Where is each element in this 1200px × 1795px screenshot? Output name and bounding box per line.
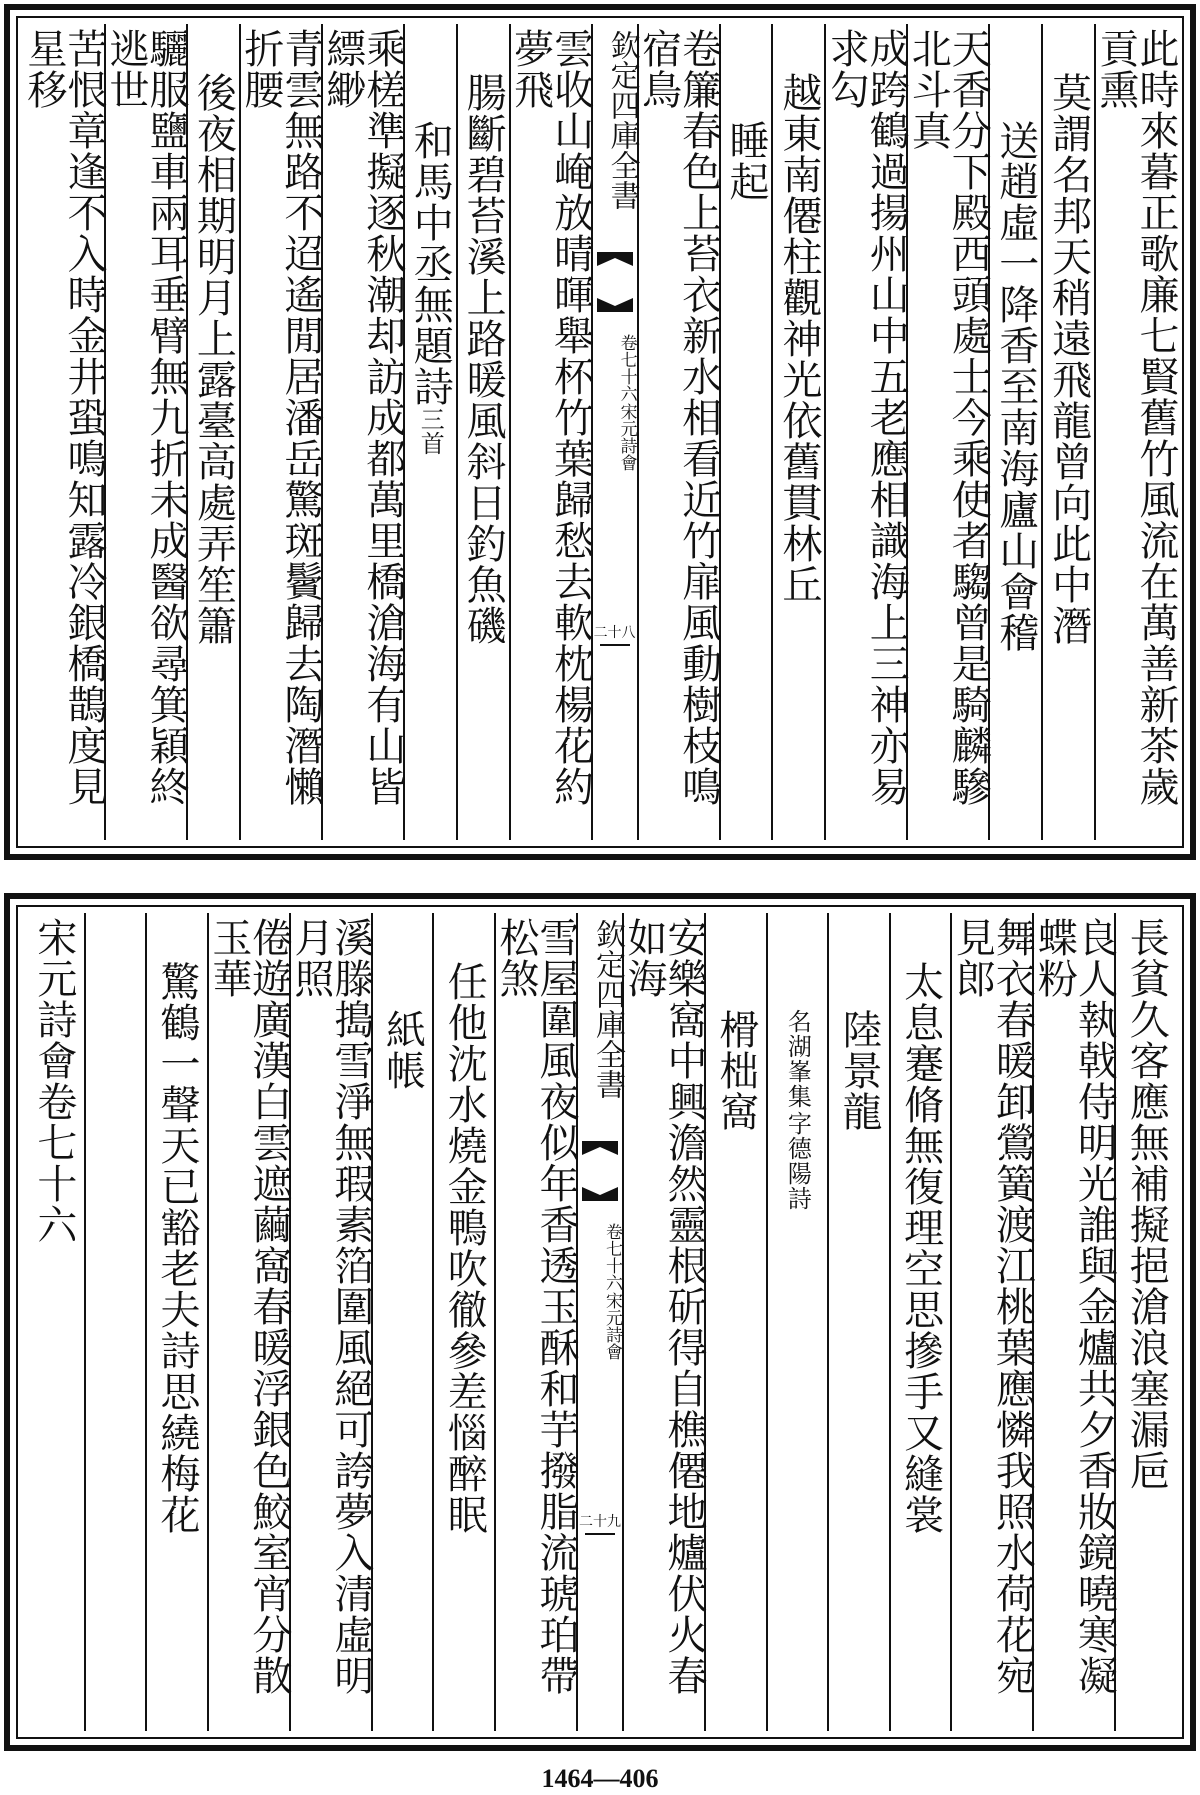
column-strip-bottom — [24, 913, 1176, 1731]
gutter-title: 欽定四庫全書 — [604, 30, 640, 210]
poem-title-column: 榾柮窩 — [706, 913, 768, 1731]
text-column: 越東南僊柱觀神光依舊貫林丘 — [773, 24, 826, 840]
author-note-line: 字德陽詩 — [783, 1111, 812, 1211]
text-column: 後夜相期明月上露臺高處弄笙簫 — [188, 24, 241, 840]
column-strip-top — [20, 24, 1179, 840]
gutter-book-name: 宋元詩會 — [602, 1292, 623, 1360]
text-column: 雪屋圍風夜似年香透玉酥和芋撥脂流琥珀帶松煞 — [496, 913, 578, 1731]
text-column: 驪服鹽車兩耳垂臂無九折未成醫欲尋箕穎終逃世 — [106, 24, 188, 840]
gutter-page-number: 二十九 — [578, 1511, 622, 1535]
gutter-volume — [595, 334, 635, 471]
text-column: 青雲無路不迢遙閒居潘岳驚斑鬢歸去陶潛懶折腰 — [241, 24, 323, 840]
center-gutter — [593, 24, 639, 840]
text-column: 安樂窩中興澹然靈根斫得自樵僊地爐伏火春如海 — [624, 913, 706, 1731]
text-column: 倦遊廣漢白雲遮繭窩春暖浮銀色鮫室宵分散玉華 — [209, 913, 291, 1731]
text-column: 舞衣春暖卸鶯簧渡江桃葉應憐我照水荷花宛見郎 — [952, 913, 1034, 1731]
text-column: 良人執戟侍明光誰與金爐共夕香妝鏡曉寒凝蝶粉 — [1034, 913, 1116, 1731]
gutter-book-name: 宋元詩會 — [616, 403, 637, 471]
author-name-column: 陸景龍 — [829, 913, 891, 1731]
gutter-juan: 卷七十六 — [616, 334, 637, 402]
text-column: 長貧久客應無補擬挹滄浪塞漏巵 — [1123, 917, 1170, 1491]
text-column: 溪滕搗雪淨無瑕素箔圍風絕可誇夢入清虛明月照 — [291, 913, 373, 1731]
gutter-juan: 卷七十六 — [602, 1223, 623, 1291]
page-footer-number: 1464—406 — [541, 1764, 659, 1793]
text-column: 任他沈水燒金鴨吹徹參差惱醉眠 — [434, 913, 496, 1731]
poem-title: 和馬中丞無題詩 — [407, 120, 454, 407]
text-column: 苦恨章逢不入時金井蛩鳴知露冷銀橋鵲度見星移 — [24, 24, 106, 840]
text-column: 卷簾春色上苔衣新水相看近竹扉風動樹枝鳴宿鳥 — [639, 24, 721, 840]
text-column: 莫謂名邦天稍遠飛龍曾向此中潛 — [1043, 24, 1096, 840]
author-note-line: 名湖峯集 — [783, 1009, 812, 1109]
center-gutter — [578, 913, 624, 1731]
poem-title-column — [405, 24, 458, 840]
text-column: 腸斷碧苔溪上路暖風斜日釣魚磯 — [458, 24, 511, 840]
text-column: 驚鶴一聲天已豁老夫詩思繞梅花 — [147, 913, 209, 1731]
fish-tail-mark-icon — [582, 1141, 618, 1201]
text-column: 天香分下殿西頭處士今乘使者騶曾是騎麟驂北斗真 — [908, 24, 990, 840]
fish-tail-mark-icon — [597, 252, 633, 312]
juan-end-column: 宋元詩會卷七十六 — [24, 913, 86, 1731]
page-panel-bottom — [4, 893, 1196, 1751]
text-column: 此時來暮正歌廉七賢舊竹風流在萬善新茶歲貢熏 — [1093, 28, 1179, 807]
text-column: 雲收山崦放晴暉舉杯竹葉歸愁去軟枕楊花約夢飛 — [511, 24, 593, 840]
text-column: 太息蹇脩無復理空思摻手又縫裳 — [891, 913, 953, 1731]
poem-count-note: 三首 — [416, 407, 445, 455]
gutter-title: 欽定四庫全書 — [590, 919, 626, 1099]
gutter-volume — [580, 1223, 623, 1360]
author-note — [783, 1009, 812, 1211]
poem-title-column: 紙帳 — [373, 913, 435, 1731]
poem-title-column: 送趙虛一降香至南海廬山會稽 — [990, 24, 1043, 840]
page-panel-top — [4, 4, 1196, 860]
text-column: 乘槎準擬逐秋潮却訪成都萬里橋滄海有山皆縹緲 — [323, 24, 405, 840]
blank-column — [86, 913, 148, 1731]
author-note-column — [768, 913, 830, 1731]
text-column: 成跨鶴過揚州山中五老應相識海上三神亦易求勾 — [826, 24, 908, 840]
poem-title-column: 睡起 — [721, 24, 774, 840]
gutter-page-number: 二十八 — [593, 622, 637, 646]
